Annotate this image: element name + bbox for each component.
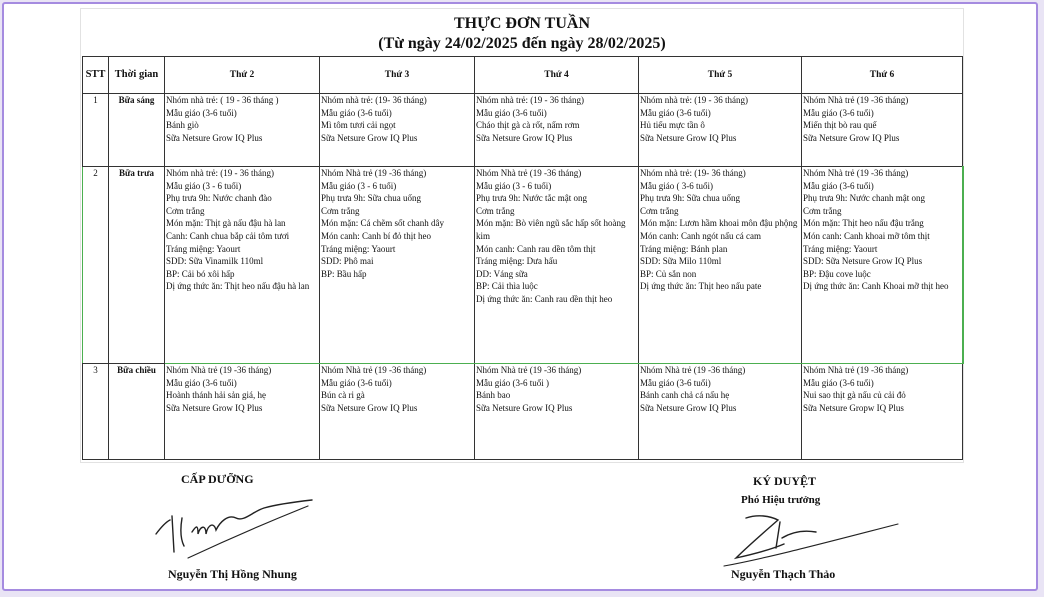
- menu-item: BP: Cải bó xôi hấp: [166, 268, 235, 279]
- menu-item: Mẫu giáo (3-6 tuổi): [803, 180, 874, 191]
- menu-item: Tráng miệng: Bánh plan: [640, 243, 728, 254]
- menu-cell-wednesday: [475, 94, 639, 167]
- header-row: [83, 57, 963, 94]
- meal-name: Bữa trưa: [109, 167, 165, 364]
- menu-item: Phụ trưa 9h: Nước tắc mật ong: [476, 193, 587, 204]
- menu-item: Cơm trắng: [321, 205, 360, 216]
- title-line-1: THỰC ĐƠN TUẦN: [453, 15, 590, 32]
- menu-cell-friday: [802, 94, 963, 167]
- menu-item: Món mặn: Cá chẽm sốt chanh dây: [321, 218, 444, 229]
- row-number: 3: [83, 364, 109, 460]
- menu-item: Mẫu giáo (3-6 tuổi): [640, 107, 711, 118]
- menu-item: Bánh giò: [166, 120, 199, 131]
- header-stt: STT: [83, 57, 109, 94]
- approval-position: Phó Hiệu trưởng: [741, 494, 821, 506]
- menu-item: Phụ trưa 9h: Sữa chua uống: [321, 193, 421, 204]
- menu-item: Cơm trắng: [166, 205, 205, 216]
- menu-item: SDD: Sữa Vinamilk 110ml: [166, 256, 264, 267]
- menu-item: Sữa Netsure Grow IQ Plus: [321, 402, 418, 413]
- meal-name: Bữa chiều: [109, 364, 165, 460]
- menu-item: Mẫu giáo (3-6 tuổi): [803, 377, 874, 388]
- menu-item: Tráng miệng: Yaourt: [321, 243, 396, 254]
- menu-item: Cơm trắng: [476, 205, 515, 216]
- menu-cell-monday: [165, 364, 320, 460]
- title-line-2: (Từ ngày 24/02/2025 đến ngày 28/02/2025): [378, 35, 666, 52]
- menu-item: Món canh: Canh bí đỏ thịt heo: [321, 230, 431, 241]
- cook-signature: [148, 496, 318, 566]
- menu-item: SDD: Sữa Milo 110ml: [640, 256, 722, 267]
- menu-item: Mẫu giáo (3-6 tuổi): [803, 107, 874, 118]
- menu-item: BP: Đậu cove luộc: [803, 268, 871, 279]
- menu-item: Nhóm Nhà trẻ (19 -36 tháng): [803, 365, 909, 375]
- menu-item: SDD: Sữa Netsure Grow IQ Plus: [803, 256, 923, 267]
- row-number: 2: [83, 167, 109, 364]
- menu-item: Mẫu giáo (3 - 6 tuổi): [321, 180, 397, 191]
- menu-item: Cháo thịt gà cà rốt, nấm rơm: [476, 120, 580, 131]
- menu-item: Dị ứng thức ăn: Thịt heo nấu đậu hà lan: [166, 281, 310, 292]
- menu-item: Mẫu giáo (3-6 tuổi): [640, 377, 711, 388]
- menu-item: Phụ trưa 9h: Nước chanh đào: [166, 193, 272, 204]
- table-row: [83, 167, 963, 364]
- menu-item: Mẫu giáo (3-6 tuổi): [321, 107, 392, 118]
- menu-item: Sữa Netsure Grow IQ Plus: [476, 402, 573, 413]
- menu-item: Tráng miệng: Dưa hấu: [476, 256, 558, 267]
- menu-item: Miến thịt bò rau quế: [803, 120, 877, 131]
- header-wednesday: Thứ 4: [475, 57, 639, 94]
- header-monday: Thứ 2: [165, 57, 320, 94]
- header-friday: Thứ 6: [802, 57, 963, 94]
- approver-signature: [718, 508, 908, 572]
- menu-item: Sữa Netsure Grow IQ Plus: [640, 132, 737, 143]
- table-row: [83, 94, 963, 167]
- meal-name: Bữa sáng: [109, 94, 165, 167]
- menu-item: Bánh bao: [476, 390, 511, 401]
- menu-item: Sữa Netsure Grow IQ Plus: [166, 132, 263, 143]
- menu-item: Sữa Netsure Gropw IQ Plus: [803, 402, 904, 413]
- cook-name: Nguyễn Thị Hồng Nhung: [168, 567, 297, 581]
- menu-item: Nhóm Nhà trẻ (19 -36 tháng): [321, 365, 427, 375]
- menu-item: Mẫu giáo (3-6 tuổi ): [476, 377, 549, 388]
- menu-item: BP: Cải thìa luộc: [476, 281, 538, 292]
- menu-item: Cơm trắng: [640, 205, 679, 216]
- menu-item: Sữa Netsure Grow IQ Plus: [321, 132, 418, 143]
- header-time: Thời gian: [109, 57, 165, 94]
- menu-item: Mẫu giáo (3 - 6 tuổi): [476, 180, 552, 191]
- menu-item: Nhóm nhà trẻ: (19 - 36 tháng): [640, 95, 748, 105]
- menu-cell-monday: [165, 94, 320, 167]
- menu-cell-wednesday: [475, 364, 639, 460]
- menu-item: Bún cà ri gà: [321, 390, 365, 401]
- header-tuesday: Thứ 3: [320, 57, 475, 94]
- menu-cell-tuesday: [320, 94, 475, 167]
- menu-item: Mẫu giáo (3-6 tuổi): [476, 107, 547, 118]
- menu-item: Món canh: Canh ngót nấu cá cam: [640, 230, 761, 241]
- menu-item: Món mặn: Bò viên ngũ sắc hấp sốt hoàng kim: [476, 218, 626, 241]
- menu-item: Dị ứng thức ăn: Canh rau dền thịt heo: [476, 293, 613, 304]
- menu-item: BP: Củ sắn non: [640, 268, 697, 279]
- header-thursday: Thứ 5: [639, 57, 802, 94]
- menu-item: Cơm trắng: [803, 205, 842, 216]
- cook-signature-label: CẤP DƯỠNG: [181, 472, 254, 486]
- menu-item: Tráng miệng: Yaourt: [166, 243, 241, 254]
- menu-item: Mẫu giáo (3-6 tuổi): [166, 377, 237, 388]
- menu-cell-thursday: [639, 364, 802, 460]
- menu-cell-wednesday: [475, 167, 639, 364]
- menu-item: Nhóm Nhà trẻ (19 -36 tháng): [476, 365, 582, 375]
- menu-item: Sữa Netsure Grow IQ Plus: [476, 132, 573, 143]
- weekly-menu-table: [82, 56, 964, 460]
- menu-item: Nhóm Nhà trẻ (19 -36 tháng): [803, 95, 909, 105]
- menu-item: Nhóm nhà trẻ: (19 - 36 tháng): [476, 95, 584, 105]
- table-row: [83, 364, 963, 460]
- menu-cell-monday: [165, 167, 320, 364]
- menu-cell-tuesday: [320, 364, 475, 460]
- page-title: [82, 14, 962, 54]
- menu-item: Dị ứng thức ăn: Canh Khoai mỡ thịt heo: [803, 281, 949, 292]
- menu-item: Nhóm Nhà trẻ (19 -36 tháng): [476, 168, 582, 178]
- menu-item: Bánh canh chả cá nấu hẹ: [640, 390, 730, 401]
- menu-cell-thursday: [639, 167, 802, 364]
- approver-name: Nguyễn Thạch Thảo: [731, 567, 836, 581]
- menu-item: Nhóm Nhà trẻ (19 -36 tháng): [803, 168, 909, 178]
- menu-item: Món canh: Canh rau dền tôm thịt: [476, 243, 596, 254]
- menu-item: Mẫu giáo ( 3-6 tuổi): [640, 180, 713, 191]
- menu-item: Sữa Netsure Grow IQ Plus: [166, 402, 263, 413]
- menu-item: Mì tôm tươi cải ngọt: [321, 120, 396, 131]
- menu-item: DD: Váng sữa: [476, 268, 528, 279]
- menu-item: Mẫu giáo (3 - 6 tuổi): [166, 180, 242, 191]
- menu-cell-friday: [802, 167, 963, 364]
- menu-item: Món canh: Canh khoai mỡ tôm thịt: [803, 230, 930, 241]
- menu-item: Nhóm Nhà trẻ (19 -36 tháng): [640, 365, 746, 375]
- menu-cell-friday: [802, 364, 963, 460]
- menu-item: Phụ trưa 9h: Sữa chua uống: [640, 193, 740, 204]
- menu-item: Hủ tiếu mực tần ô: [640, 120, 705, 131]
- menu-item: Mẫu giáo (3-6 tuổi): [321, 377, 392, 388]
- menu-item: Canh: Canh chua bắp cải tôm tươi: [166, 230, 290, 241]
- menu-item: Sữa Netsure Grow IQ Plus: [640, 402, 737, 413]
- menu-item: Món mặn: Thịt heo nấu đậu trắng: [803, 218, 924, 229]
- menu-item: Nhóm Nhà trẻ (19 -36 tháng): [166, 365, 272, 375]
- menu-item: Nui sao thịt gà nấu củ cải đỏ: [803, 390, 906, 401]
- menu-item: Món mặn: Lươn hầm khoai môn đậu phộng: [640, 218, 798, 229]
- menu-item: Mẫu giáo (3-6 tuổi): [166, 107, 237, 118]
- menu-item: Dị ứng thức ăn: Thịt heo nấu pate: [640, 281, 762, 292]
- menu-item: Món mặn: Thịt gà nấu đậu hà lan: [166, 218, 286, 229]
- menu-item: Nhóm nhà trẻ: (19- 36 tháng): [640, 168, 746, 178]
- menu-item: Phụ trưa 9h: Nước chanh mật ong: [803, 193, 925, 204]
- menu-item: Nhóm nhà trẻ: (19- 36 tháng): [321, 95, 427, 105]
- approval-label: KÝ DUYỆT: [753, 474, 817, 488]
- menu-item: SDD: Phô mai: [321, 256, 374, 267]
- menu-item: Sữa Netsure Grow IQ Plus: [803, 132, 900, 143]
- menu-item: Hoành thánh hải sản giá, hẹ: [166, 390, 266, 401]
- menu-item: Tráng miệng: Yaourt: [803, 243, 878, 254]
- menu-item: Nhóm nhà trẻ: (19 - 36 tháng): [166, 168, 274, 178]
- menu-cell-tuesday: [320, 167, 475, 364]
- menu-item: BP: Bầu hấp: [321, 268, 367, 279]
- menu-item: Nhóm nhà trẻ: ( 19 - 36 tháng ): [166, 95, 279, 105]
- menu-item: Nhóm Nhà trẻ (19 -36 tháng): [321, 168, 427, 178]
- row-number: 1: [83, 94, 109, 167]
- menu-cell-thursday: [639, 94, 802, 167]
